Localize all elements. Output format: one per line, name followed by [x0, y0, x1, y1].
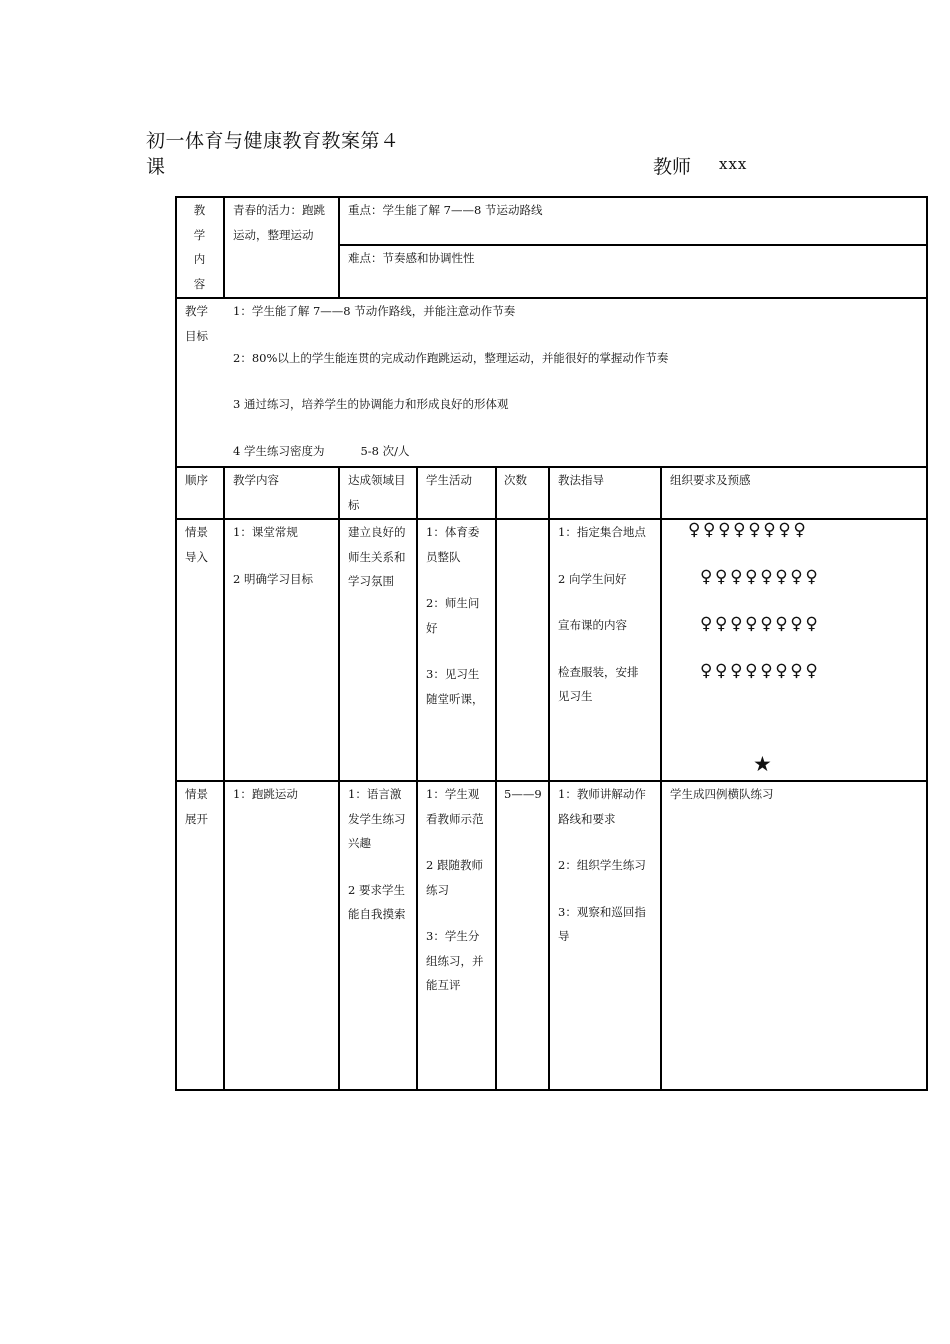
times-column-rule [548, 466, 550, 1090]
content-label: 教 学 内 容 [193, 203, 206, 291]
lesson-topic: 青春的活力：跑跳 运动，整理运动 [233, 203, 325, 242]
teacher-name: xxx [719, 155, 748, 173]
row2-times: 5——9 [504, 787, 542, 801]
lesson-plan-table [175, 196, 928, 1090]
col-header-student-activity: 学生活动 [426, 473, 472, 487]
col-header-method: 教法指导 [558, 473, 604, 487]
formation-row-1: ♀♀♀♀♀♀♀♀ [688, 520, 809, 540]
goals-list [233, 299, 668, 463]
row1-order: 情景 导入 [185, 525, 208, 564]
formation-row-4: ♀♀♀♀♀♀♀♀ [700, 661, 821, 681]
col-header-domain-goal: 达成领域目 标 [348, 473, 406, 512]
teacher-label: 教师 [653, 156, 692, 178]
row1-content: 1：课堂常规 2 明确学习目标 [233, 525, 313, 586]
row2-content: 1：跑跳运动 [233, 787, 298, 801]
goal-item: 2：80%以上的学生能连贯的完成动作跑跳运动，整理运动，并能很好的掌握动作节奏 [233, 350, 669, 365]
goal-item-density: 4 学生练习密度为 5-8 次/人 [233, 443, 410, 458]
goal-item: 1：学生能了解 7——8 节动作路线，并能注意动作节奏 [233, 304, 516, 318]
table-border-right [926, 196, 928, 1090]
goals-label: 教学 目标 [185, 304, 208, 343]
formation-row-2: ♀♀♀♀♀♀♀♀ [700, 567, 821, 587]
lesson-title-continued: 课 [146, 156, 166, 178]
row2-student-activity: 1：学生观 看教师示范 2 跟随教师 练习 3：学生分 组练习，并 能互评 [426, 787, 484, 992]
formation-row-3: ♀♀♀♀♀♀♀♀ [700, 614, 821, 634]
row2-order: 情景 展开 [185, 787, 208, 826]
method-column-rule [660, 466, 662, 1090]
label-column-rule-top [223, 196, 225, 297]
col-header-organization: 组织要求及预感 [670, 473, 751, 487]
col-header-content: 教学内容 [233, 473, 279, 487]
row2-method: 1：教师讲解动作 路线和要求 2：组织学生练习 3：观察和巡回指 导 [558, 787, 646, 943]
goal-column-rule [416, 466, 418, 1090]
content-column-rule-top [338, 196, 340, 297]
col-header-times: 次数 [504, 473, 527, 487]
content-column-rule-bottom [338, 466, 340, 1090]
label-column-rule-bottom [223, 466, 225, 1090]
row1-method: 1：指定集合地点 2 向学生问好 宣布课的内容 检查服装，安排 见习生 [558, 525, 646, 703]
difficulty: 难点：节奏感和协调性性 [348, 251, 475, 265]
activity-column-rule [495, 466, 497, 1090]
row1-domain-goal: 建立良好的 师生关系和 学习氛围 [348, 525, 406, 588]
row1-student-activity: 1：体育委 员整队 2：师生问 好 3：见习生 随堂听课， [426, 525, 484, 706]
lesson-title: 初一体育与健康教育教案第４ [146, 130, 400, 152]
density-value: 5-8 次/人 [360, 443, 410, 458]
teacher-star-icon: ★ [753, 752, 772, 776]
row2-domain-goal: 1：语言激 发学生练习 兴趣 2 要求学生 能自我摸索 [348, 787, 406, 921]
table-border-left [175, 196, 177, 1090]
col-header-order: 顺序 [185, 473, 208, 487]
row2-organization: 学生成四例横队练习 [670, 787, 774, 801]
goal-item: 3 通过练习，培养学生的协调能力和形成良好的形体观 [233, 397, 509, 411]
key-point: 重点：学生能了解 7——8 节运动路线 [348, 203, 543, 217]
table-border-bottom [175, 1089, 928, 1091]
goals-bottom-rule [175, 466, 928, 468]
